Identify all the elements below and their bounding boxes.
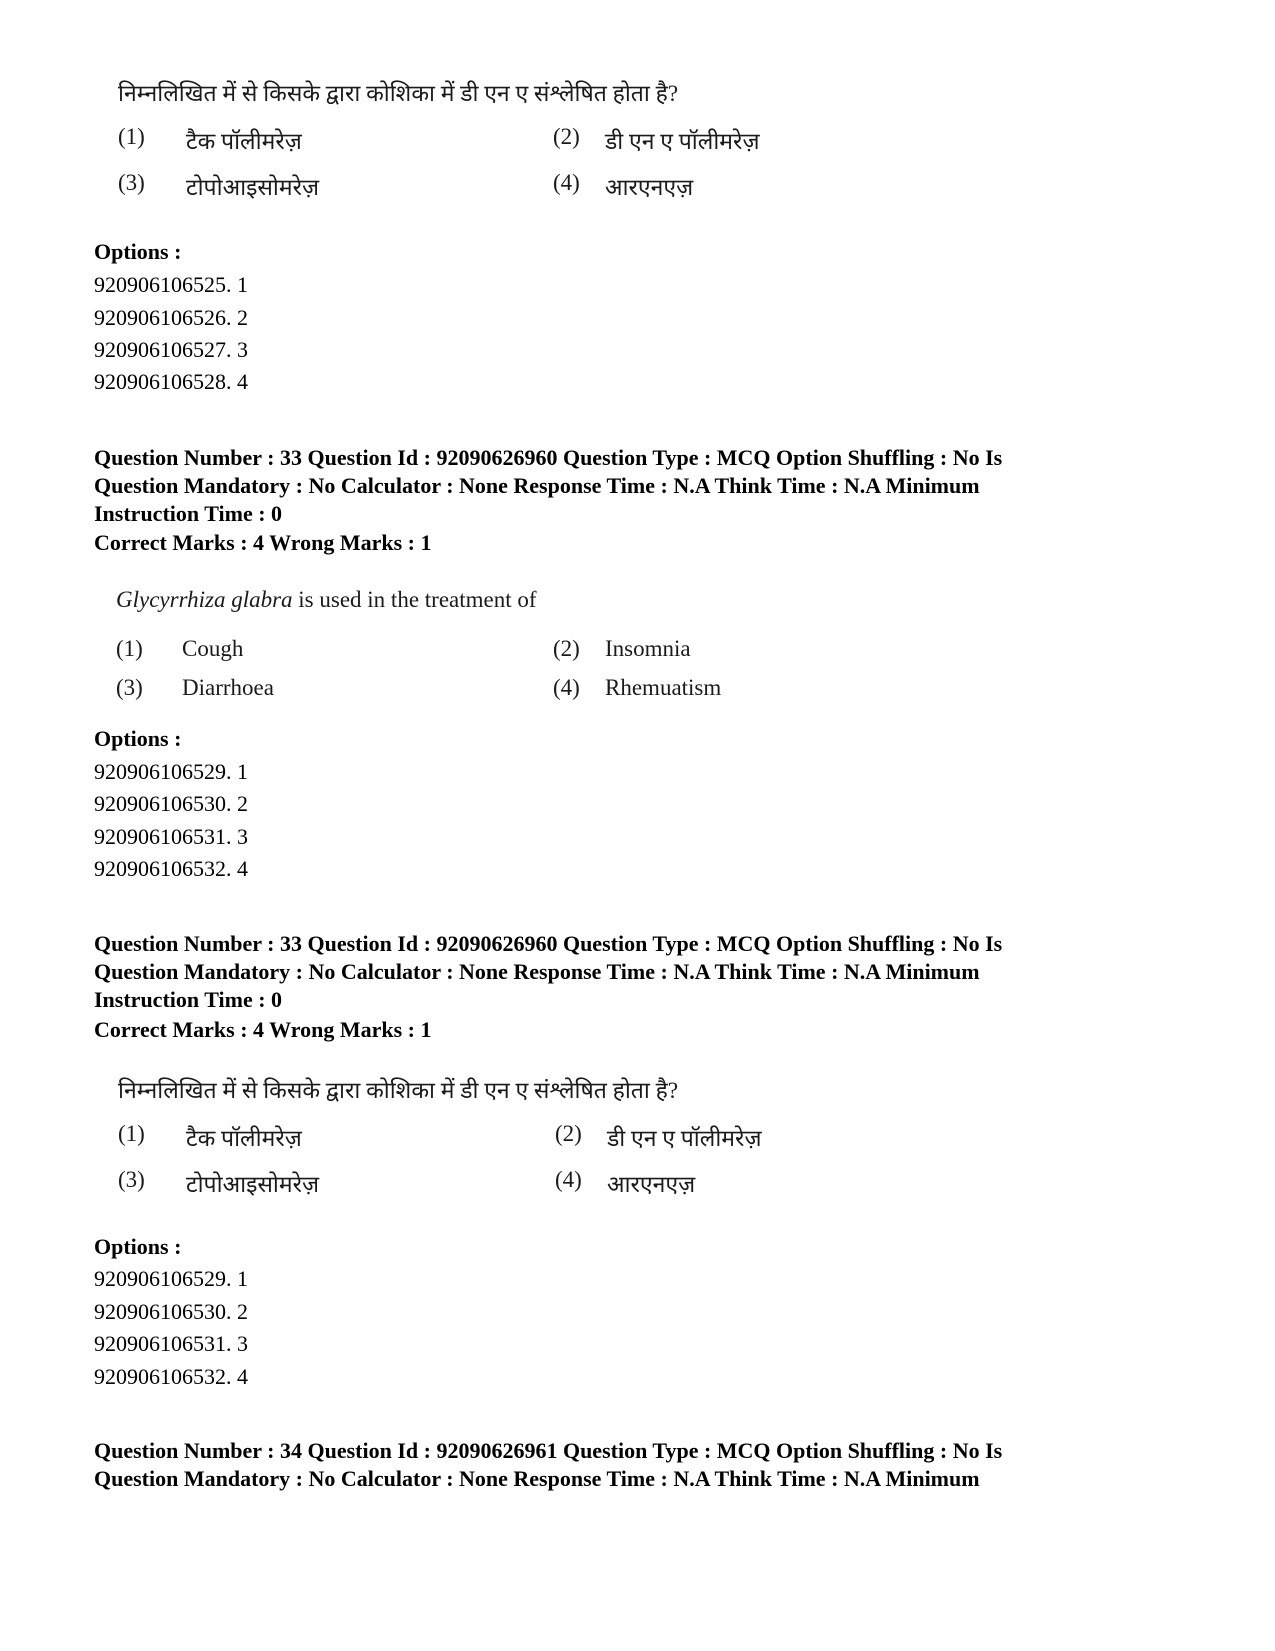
- meta-line: Question Number : 33 Question Id : 92090626960 Question Type : MCQ Option Shuffling : No Is: [94, 931, 1003, 956]
- choice-text: आरएनएज़: [605, 175, 694, 200]
- option-line: 920906106531. 3: [94, 1331, 248, 1356]
- choice-number: (3): [118, 1167, 145, 1192]
- question-meta: [94, 1437, 1194, 1493]
- question-species-name: Glycyrrhiza glabra: [116, 587, 293, 612]
- choice-text: टैक पॉलीमरेज़: [186, 1126, 302, 1151]
- meta-line: Instruction Time : 0: [94, 501, 283, 526]
- option-line: 920906106530. 2: [94, 1299, 248, 1324]
- question-meta: [94, 930, 1194, 1014]
- choice-text: Diarrhoea: [182, 675, 274, 700]
- choice-text: डी एन ए पॉलीमरेज़: [607, 1126, 762, 1151]
- choice-text: Rhemuatism: [605, 675, 722, 700]
- option-line: 920906106532. 4: [94, 1364, 248, 1389]
- choice-number: (2): [553, 636, 580, 661]
- choice-number: (2): [553, 124, 580, 149]
- choice-number: (4): [555, 1167, 582, 1192]
- choice-number: (3): [118, 170, 145, 195]
- choice-text: Insomnia: [605, 636, 691, 661]
- choice-text: आरएनएज़: [607, 1172, 696, 1197]
- choice-number: (3): [116, 675, 143, 700]
- option-line: 920906106530. 2: [94, 791, 248, 816]
- marks-line: Correct Marks : 4 Wrong Marks : 1: [94, 1017, 432, 1042]
- option-line: 920906106526. 2: [94, 305, 248, 330]
- option-line: 920906106532. 4: [94, 856, 248, 881]
- option-line: 920906106527. 3: [94, 337, 248, 362]
- question-rest: is used in the treatment of: [292, 587, 537, 612]
- options-label: Options :: [94, 1234, 182, 1259]
- choice-number: (4): [553, 170, 580, 195]
- options-label: Options :: [94, 239, 182, 264]
- choice-text: टोपोआइसोमरेज़: [186, 175, 320, 200]
- option-line: 920906106531. 3: [94, 824, 248, 849]
- choice-text: डी एन ए पॉलीमरेज़: [605, 129, 760, 154]
- options-label: Options :: [94, 726, 182, 751]
- meta-line: Question Mandatory : No Calculator : None Response Time : N.A Think Time : N.A Minimum: [94, 473, 980, 498]
- meta-line: Question Number : 34 Question Id : 92090626961 Question Type : MCQ Option Shuffling : No Is: [94, 1438, 1003, 1463]
- question-text-hindi: निम्नलिखित में से किसके द्वारा कोशिका में डी एन ए संश्लेषित होता है?: [118, 81, 679, 106]
- choice-number: (2): [555, 1121, 582, 1146]
- question-meta: [94, 444, 1194, 528]
- option-line: 920906106529. 1: [94, 759, 248, 784]
- choice-number: (1): [116, 636, 143, 661]
- meta-line: Question Number : 33 Question Id : 92090626960 Question Type : MCQ Option Shuffling : No Is: [94, 445, 1003, 470]
- choice-number: (1): [118, 1121, 145, 1146]
- meta-line: Question Mandatory : No Calculator : None Response Time : N.A Think Time : N.A Minimum: [94, 959, 980, 984]
- choice-text: टोपोआइसोमरेज़: [186, 1172, 320, 1197]
- question-text: [116, 587, 537, 613]
- option-line: 920906106529. 1: [94, 1266, 248, 1291]
- question-text-hindi: निम्नलिखित में से किसके द्वारा कोशिका में डी एन ए संश्लेषित होता है?: [118, 1078, 679, 1103]
- meta-line: Question Mandatory : No Calculator : None Response Time : N.A Think Time : N.A Minimum: [94, 1466, 980, 1491]
- choice-number: (1): [118, 124, 145, 149]
- option-line: 920906106525. 1: [94, 272, 248, 297]
- choice-text: टैक पॉलीमरेज़: [186, 129, 302, 154]
- marks-line: Correct Marks : 4 Wrong Marks : 1: [94, 530, 432, 555]
- option-line: 920906106528. 4: [94, 369, 248, 394]
- choice-text: Cough: [182, 636, 244, 661]
- choice-number: (4): [553, 675, 580, 700]
- meta-line: Instruction Time : 0: [94, 987, 283, 1012]
